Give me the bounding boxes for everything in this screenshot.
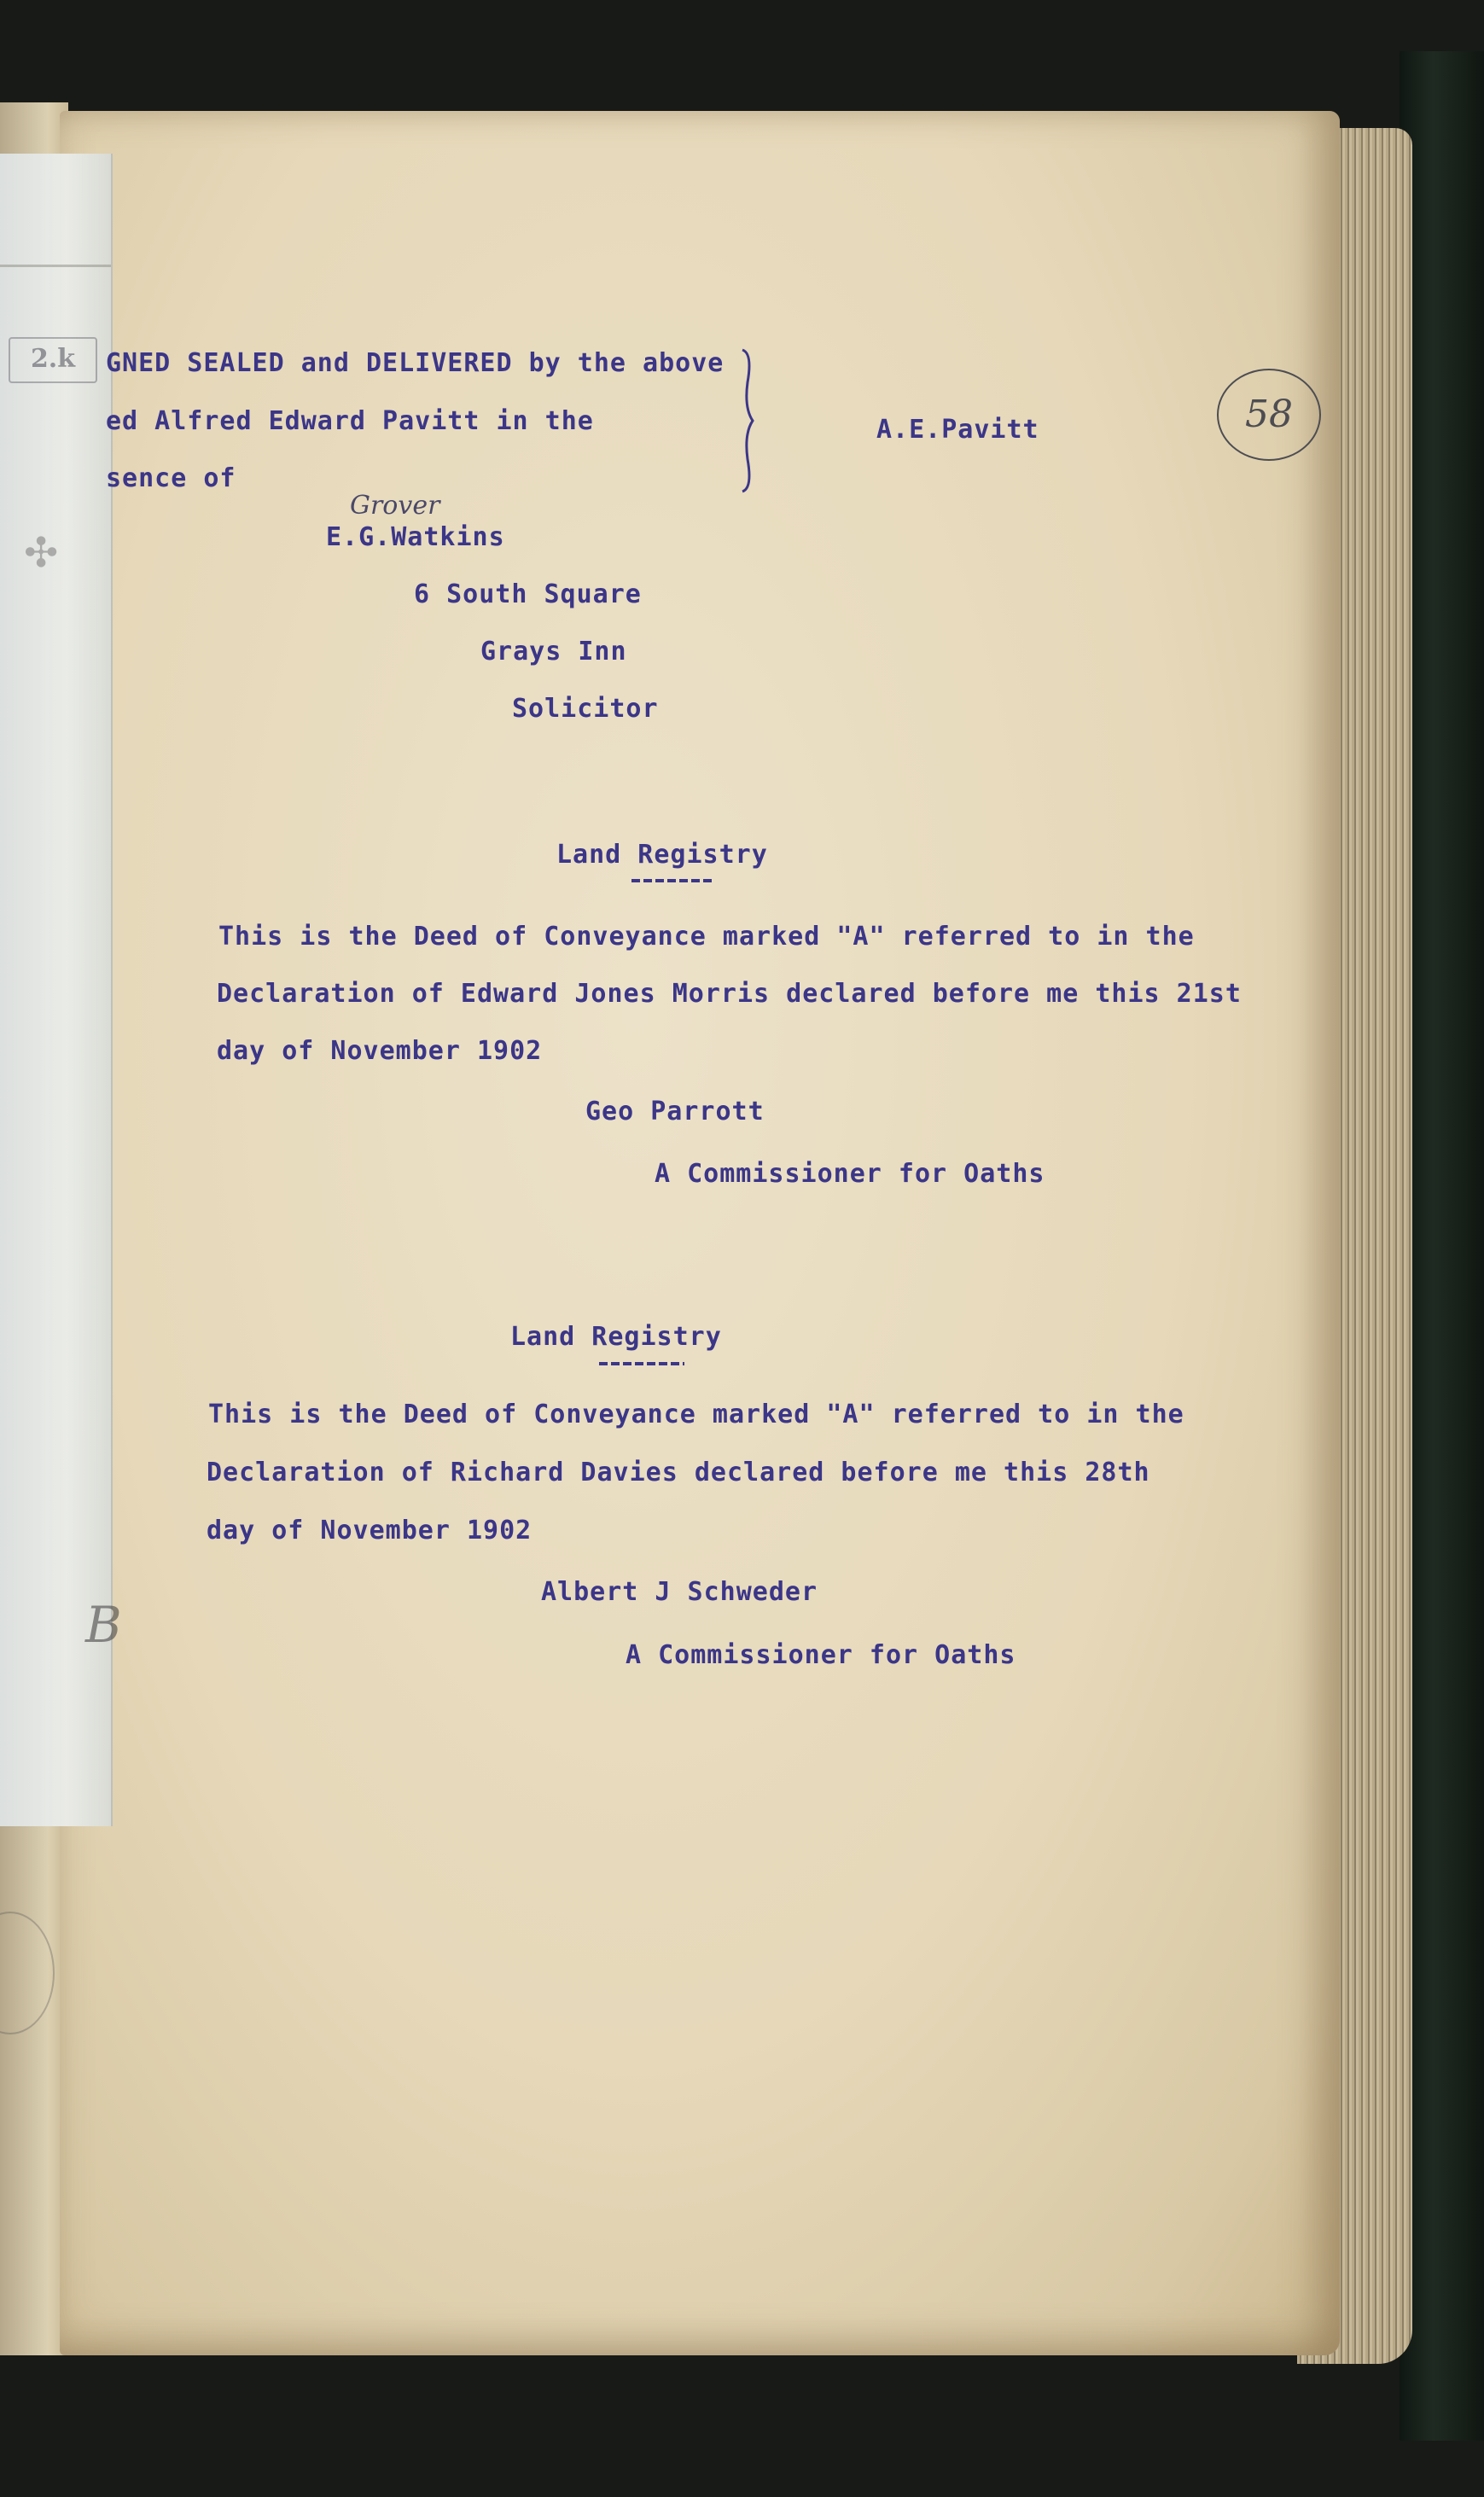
heading-underline [599,1362,684,1365]
endorsement-1-heading: Land Registry [556,840,768,870]
commissioner-1-title: A Commissioner for Oaths [655,1159,1045,1189]
attestation-line-2: ed Alfred Edward Pavitt in the [106,406,594,436]
commissioner-2-name: Albert J Schweder [541,1577,818,1607]
witness-occupation: Solicitor [512,694,659,724]
document-page [60,111,1340,2355]
tissue-stamp-mark: 2.k [9,337,97,383]
attestation-line-1: GNED SEALED and DELIVERED by the above [106,348,725,378]
folio-number: 58 [1217,369,1321,461]
witness-name: E.G.Watkins [326,522,505,552]
endorsement-2-line-1: This is the Deed of Conveyance marked "A" referred to in the [208,1400,1184,1429]
attestation-line-3: sence of [106,463,236,493]
witness-address-2: Grays Inn [480,637,627,666]
endorsement-2-line-3: day of November 1902 [207,1516,532,1545]
handwritten-correction: Grover [350,491,440,521]
signatory-name: A.E.Pavitt [876,415,1039,445]
tissue-overlay-sheet [0,154,113,1826]
pencil-letter: B [85,1596,122,1654]
endorsement-2-heading: Land Registry [510,1322,722,1352]
commissioner-2-title: A Commissioner for Oaths [626,1640,1016,1670]
tissue-fold-line [0,265,111,267]
endorsement-1-line-2: Declaration of Edward Jones Morris declared before me this 21st [217,979,1242,1009]
commissioner-1-name: Geo Parrott [585,1097,765,1126]
brace-icon [741,348,756,493]
endorsement-1-line-3: day of November 1902 [217,1036,543,1066]
compass-rose-icon: ✣ [24,529,59,577]
endorsement-2-line-2: Declaration of Richard Davies declared before me this 28th [207,1458,1150,1487]
witness-address-1: 6 South Square [414,579,642,609]
endorsement-1-line-1: This is the Deed of Conveyance marked "A" referred to in the [218,922,1195,952]
heading-underline [631,879,713,882]
